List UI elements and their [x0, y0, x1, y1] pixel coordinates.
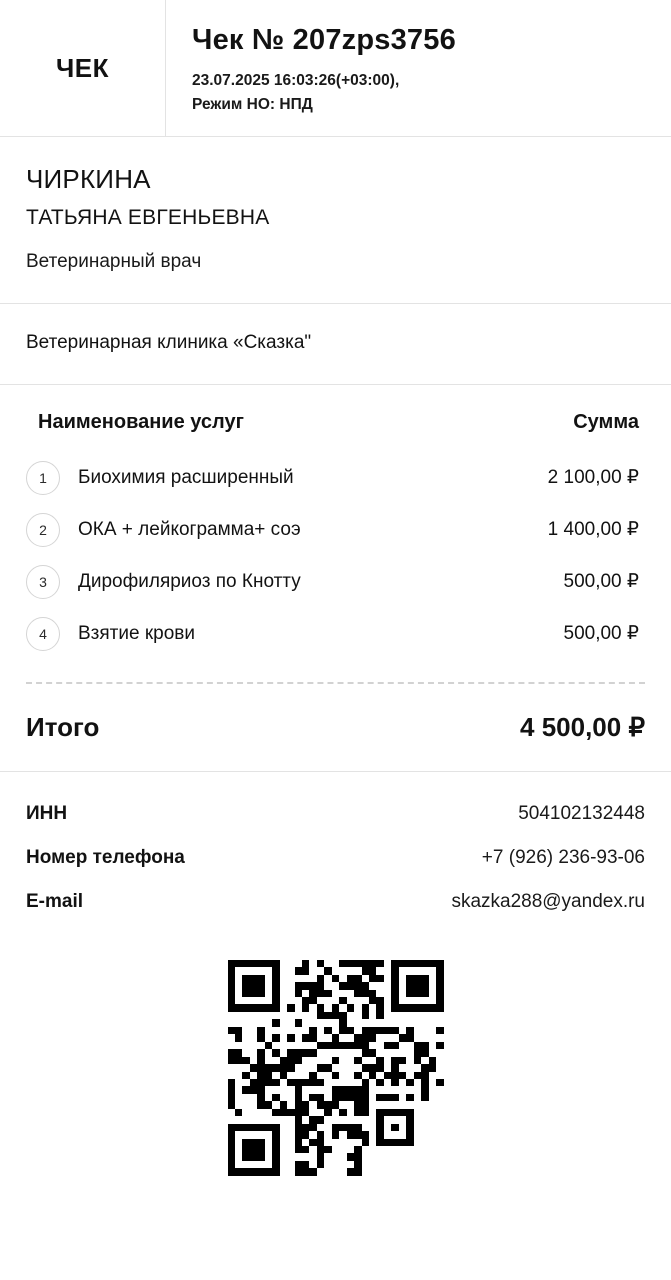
receipt-badge [0, 0, 166, 136]
person-given-name: ТАТЬЯНА ЕВГЕНЬЕВНА [26, 205, 270, 229]
email-label: E-mail [26, 890, 84, 912]
total-label: Итого [26, 711, 100, 742]
inn-value: 504102132448 [518, 802, 645, 824]
item-index: 4 [26, 617, 60, 651]
phone-value[interactable]: +7 (926) 236-93-06 [481, 846, 645, 868]
items-table [0, 385, 671, 660]
receipt-header-details [166, 0, 671, 136]
total-row [0, 684, 671, 772]
total-value: 4 500,00 ₽ [520, 711, 645, 742]
item-name: Взятие крови [78, 622, 195, 644]
items-table-header [26, 411, 645, 434]
qr-section [0, 934, 671, 1206]
contact-row-inn [26, 792, 645, 836]
qr-code-icon[interactable] [228, 960, 444, 1176]
receipt-number-title: Чек № 207zps3756 [192, 24, 456, 56]
contact-row-phone [26, 836, 645, 880]
table-row [26, 608, 645, 660]
receipt-badge-label: ЧЕК [56, 52, 109, 83]
organization-name: Ветеринарная клиника «Сказка" [26, 331, 312, 353]
inn-label: ИНН [26, 802, 68, 824]
table-row [26, 504, 645, 556]
item-sum: 500,00 ₽ [563, 571, 639, 593]
phone-label: Номер телефона [26, 846, 185, 868]
item-index: 2 [26, 513, 60, 547]
item-sum: 1 400,00 ₽ [547, 519, 639, 541]
item-name: Биохимия расширенный [78, 466, 294, 488]
item-index: 3 [26, 565, 60, 599]
receipt-datetime: 23.07.2025 16:03:26(+03:00), [192, 72, 400, 90]
item-sum: 500,00 ₽ [563, 623, 639, 645]
person-block [0, 137, 671, 304]
receipt-header [0, 0, 671, 137]
table-row [26, 556, 645, 608]
items-column-sum: Сумма [573, 410, 639, 433]
table-row [26, 452, 645, 504]
item-index: 1 [26, 461, 60, 495]
email-value[interactable]: skazka288@yandex.ru [451, 890, 645, 912]
item-name: ОКА + лейкограмма+ соэ [78, 518, 301, 540]
contact-row-email [26, 880, 645, 924]
person-role: Ветеринарный врач [26, 250, 202, 272]
organization-block [0, 304, 671, 385]
item-sum: 2 100,00 ₽ [547, 467, 639, 489]
items-column-name: Наименование услуг [38, 410, 244, 433]
contacts-block [0, 772, 671, 934]
receipt-tax-mode: Режим НО: НПД [192, 95, 313, 113]
person-surname: ЧИРКИНА [26, 164, 151, 194]
item-name: Дирофиляриоз по Кнотту [78, 570, 301, 592]
